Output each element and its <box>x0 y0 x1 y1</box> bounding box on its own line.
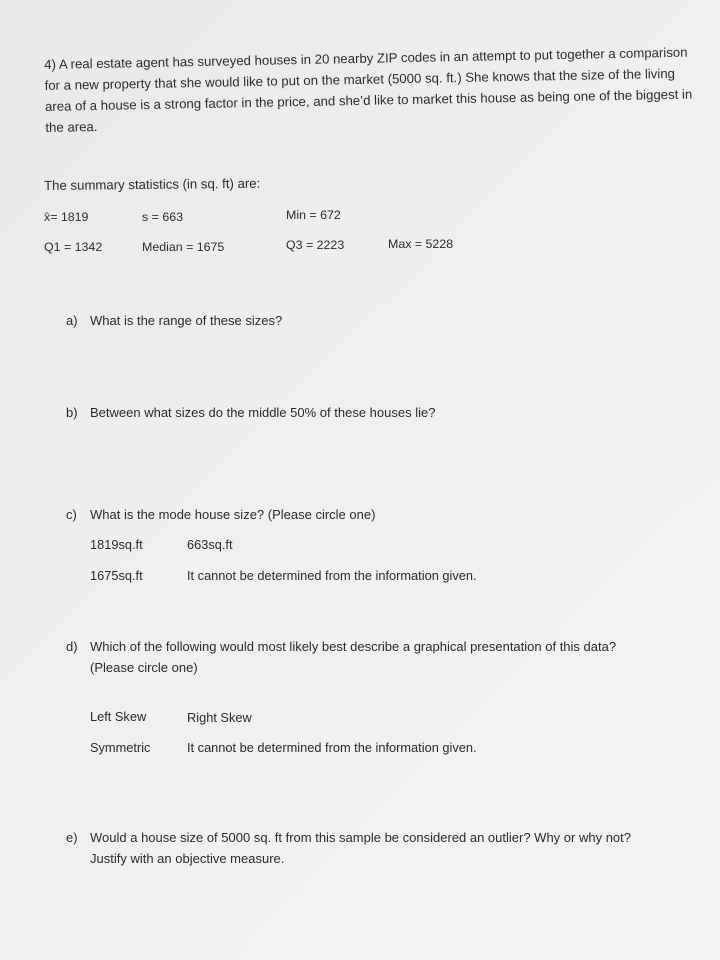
question-e <box>66 827 631 869</box>
option-c-1675[interactable]: 1675sq.ft <box>90 568 143 583</box>
question-e-text-line2: Justify with an objective measure. <box>90 851 285 866</box>
stat-sd: s = 663 <box>142 210 183 224</box>
stat-q3: Q3 = 2223 <box>286 238 345 252</box>
question-b-text: Between what sizes do the middle 50% of these houses lie? <box>90 405 436 420</box>
stat-mean: x̄= 1819 <box>44 210 89 224</box>
question-e-text-line1: Would a house size of 5000 sq. ft from this sample be considered an outlier? Why or why not? <box>90 830 631 845</box>
question-d-letter: d) <box>66 639 78 654</box>
question-c-letter: c) <box>66 507 77 522</box>
problem-statement: 4) A real estate agent has surveyed houses in 20 nearby ZIP codes in an attempt to put together a comparison for a new property that she would like to put on the market (5000 sq. ft.) She knows that the size of the living area of a house is a strong factor in the price, and she’d like to market this house as being one of the biggest in the area. <box>44 44 693 135</box>
question-d-text-line2: (Please circle one) <box>90 660 198 675</box>
stat-median: Median = 1675 <box>142 240 225 254</box>
question-a-text: What is the range of these sizes? <box>90 313 283 328</box>
question-e-letter: e) <box>66 830 78 845</box>
option-c-663[interactable]: 663sq.ft <box>187 537 233 552</box>
question-d <box>66 636 616 678</box>
option-d-cannot-determine[interactable]: It cannot be determined from the information given. <box>187 740 477 755</box>
option-c-cannot-determine[interactable]: It cannot be determined from the information given. <box>187 568 477 583</box>
question-a <box>66 310 282 331</box>
option-d-left-skew[interactable]: Left Skew <box>90 709 147 724</box>
stat-max: Max = 5228 <box>388 237 454 251</box>
question-b-letter: b) <box>66 405 78 420</box>
stat-min: Min = 672 <box>286 208 341 222</box>
option-d-right-skew[interactable]: Right Skew <box>187 710 252 725</box>
question-d-text-line1: Which of the following would most likely best describe a graphical presentation of this data? <box>90 639 617 654</box>
option-d-symmetric[interactable]: Symmetric <box>90 740 151 755</box>
question-c-text: What is the mode house size? (Please circle one) <box>90 507 376 522</box>
stat-q1: Q1 = 1342 <box>44 240 103 254</box>
question-c <box>66 504 375 525</box>
summary-heading: The summary statistics (in sq. ft) are: <box>44 175 261 193</box>
question-a-letter: a) <box>66 313 78 328</box>
option-c-1819[interactable]: 1819sq.ft <box>90 537 143 552</box>
question-b <box>66 402 435 423</box>
